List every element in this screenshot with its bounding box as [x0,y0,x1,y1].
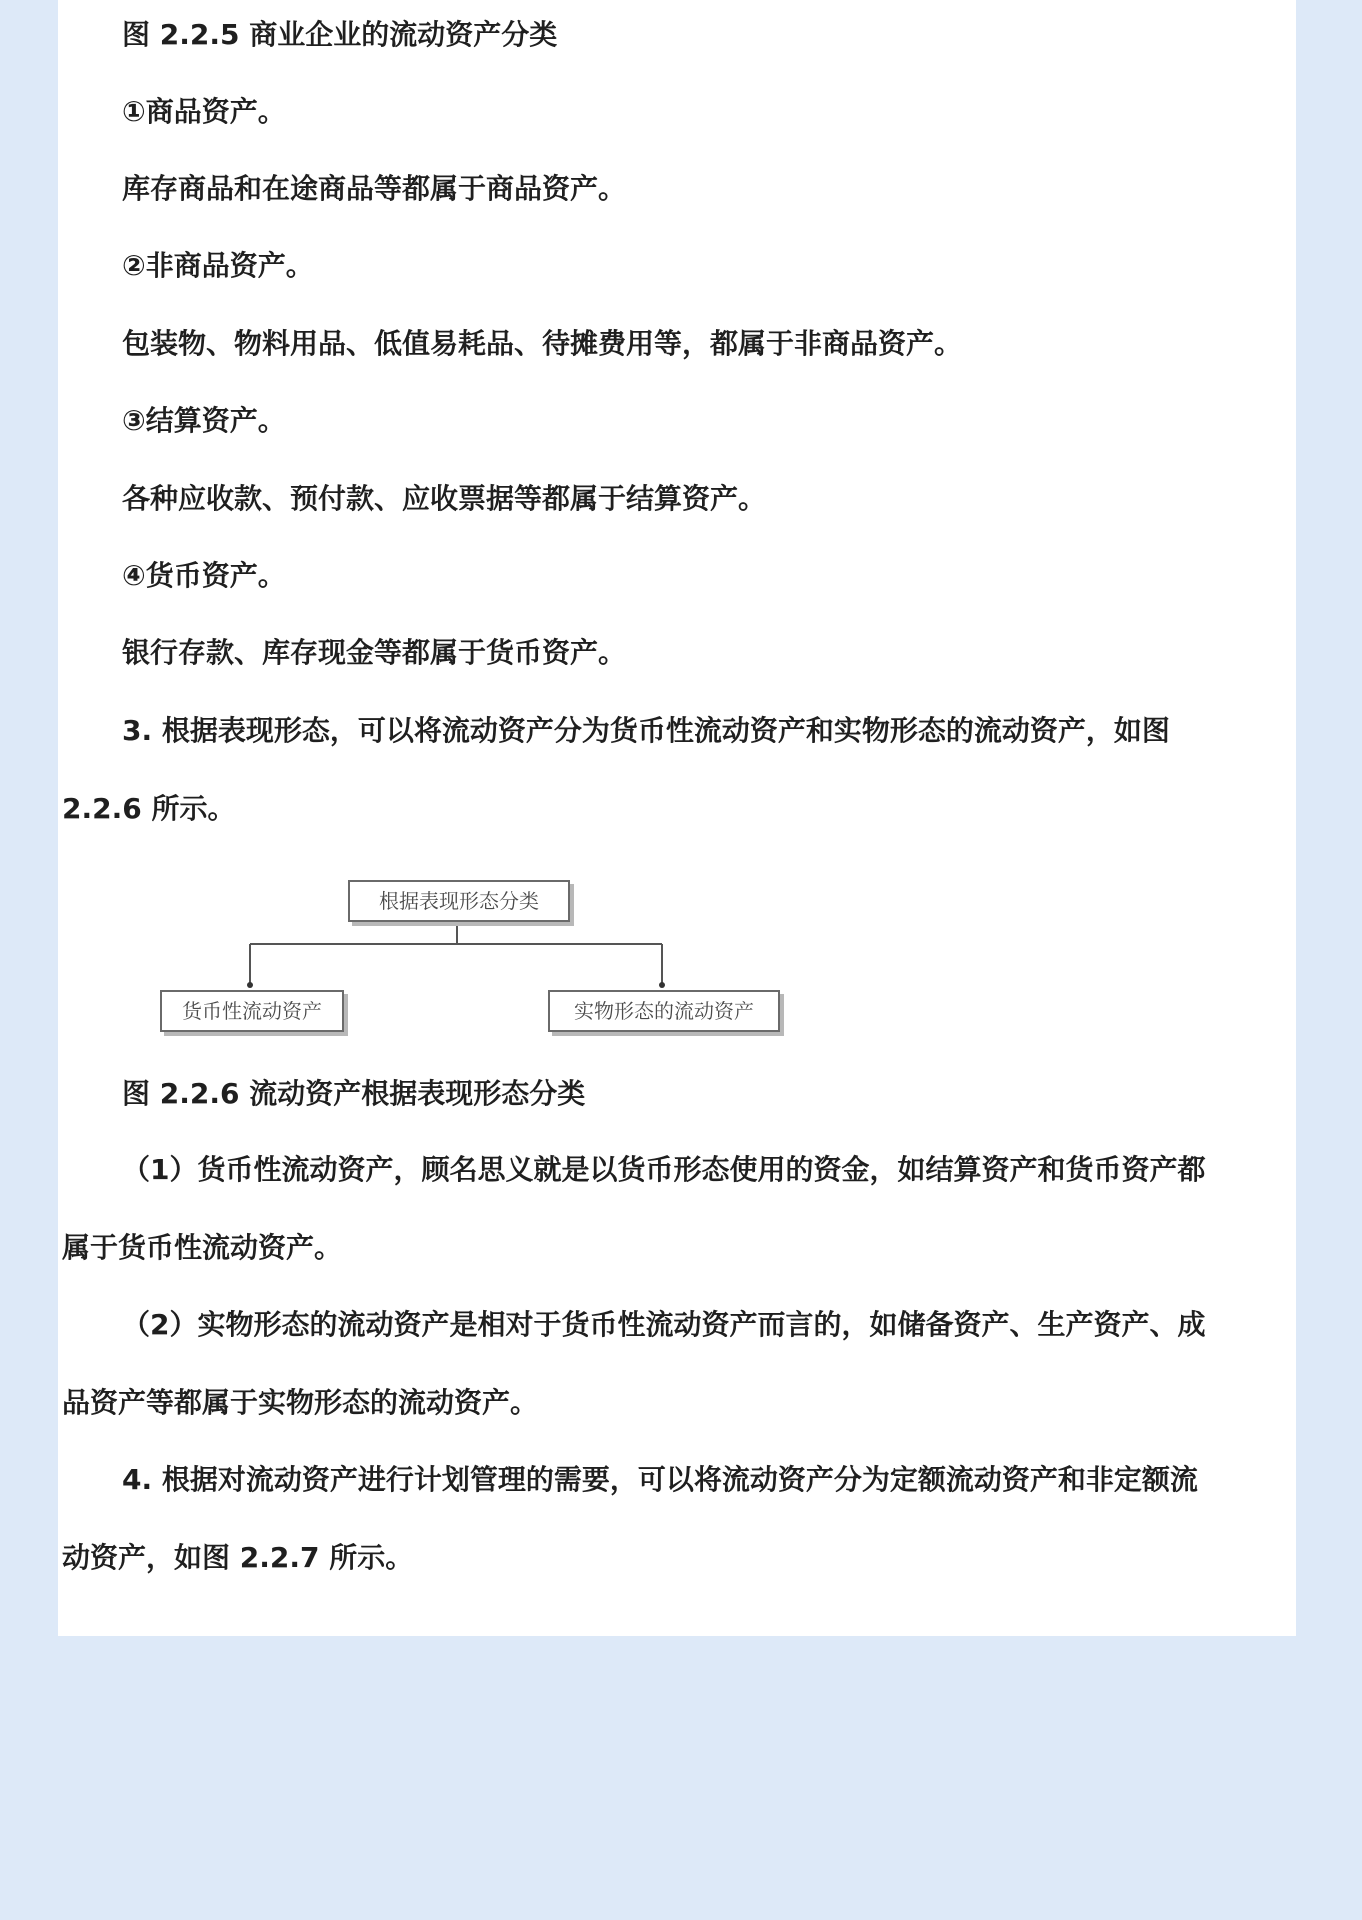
connector-right-dot [659,982,665,988]
paragraph-2-line-1: （2）实物形态的流动资产是相对于货币性流动资产而言的，如储备资产、生产资产、成 [122,1308,1206,1341]
figure-caption-2-2-6: 图 2.2.6 流动资产根据表现形态分类 [122,1077,586,1110]
diagram-right-box: 实物形态的流动资产 [548,990,780,1032]
diagram-root-box: 根据表现形态分类 [348,880,570,922]
paragraph-3-line-2: 2.2.6 所示。 [62,792,236,825]
paragraph-1-line-1: （1）货币性流动资产，顾名思义就是以货币形态使用的资金，如结算资产和货币资产都 [122,1153,1206,1186]
paragraph-monetary-assets: 银行存款、库存现金等都属于货币资产。 [122,636,627,669]
diagram-left-box: 货币性流动资产 [160,990,344,1032]
item-commodity-assets: ①商品资产。 [122,95,286,128]
figure-caption-2-2-5: 图 2.2.5 商业企业的流动资产分类 [122,18,558,51]
item-monetary-assets: ④货币资产。 [122,559,286,592]
paragraph-commodity-assets: 库存商品和在途商品等都属于商品资产。 [122,172,627,205]
paragraph-2-line-2: 品资产等都属于实物形态的流动资产。 [62,1386,539,1419]
item-non-commodity-assets: ②非商品资产。 [122,249,314,282]
item-settlement-assets: ③结算资产。 [122,404,286,437]
paragraph-3-line-1: 3. 根据表现形态，可以将流动资产分为货币性流动资产和实物形态的流动资产，如图 [122,714,1170,747]
paragraph-4-line-1: 4. 根据对流动资产进行计划管理的需要，可以将流动资产分为定额流动资产和非定额流 [122,1463,1198,1496]
paragraph-non-commodity-assets: 包装物、物料用品、低值易耗品、待摊费用等，都属于非商品资产。 [122,327,963,360]
paragraph-settlement-assets: 各种应收款、预付款、应收票据等都属于结算资产。 [122,482,767,515]
paragraph-1-line-2: 属于货币性流动资产。 [62,1231,343,1264]
connector-left-dot [247,982,253,988]
classification-diagram [150,838,790,1038]
paragraph-4-line-2: 动资产，如图 2.2.7 所示。 [62,1541,414,1574]
